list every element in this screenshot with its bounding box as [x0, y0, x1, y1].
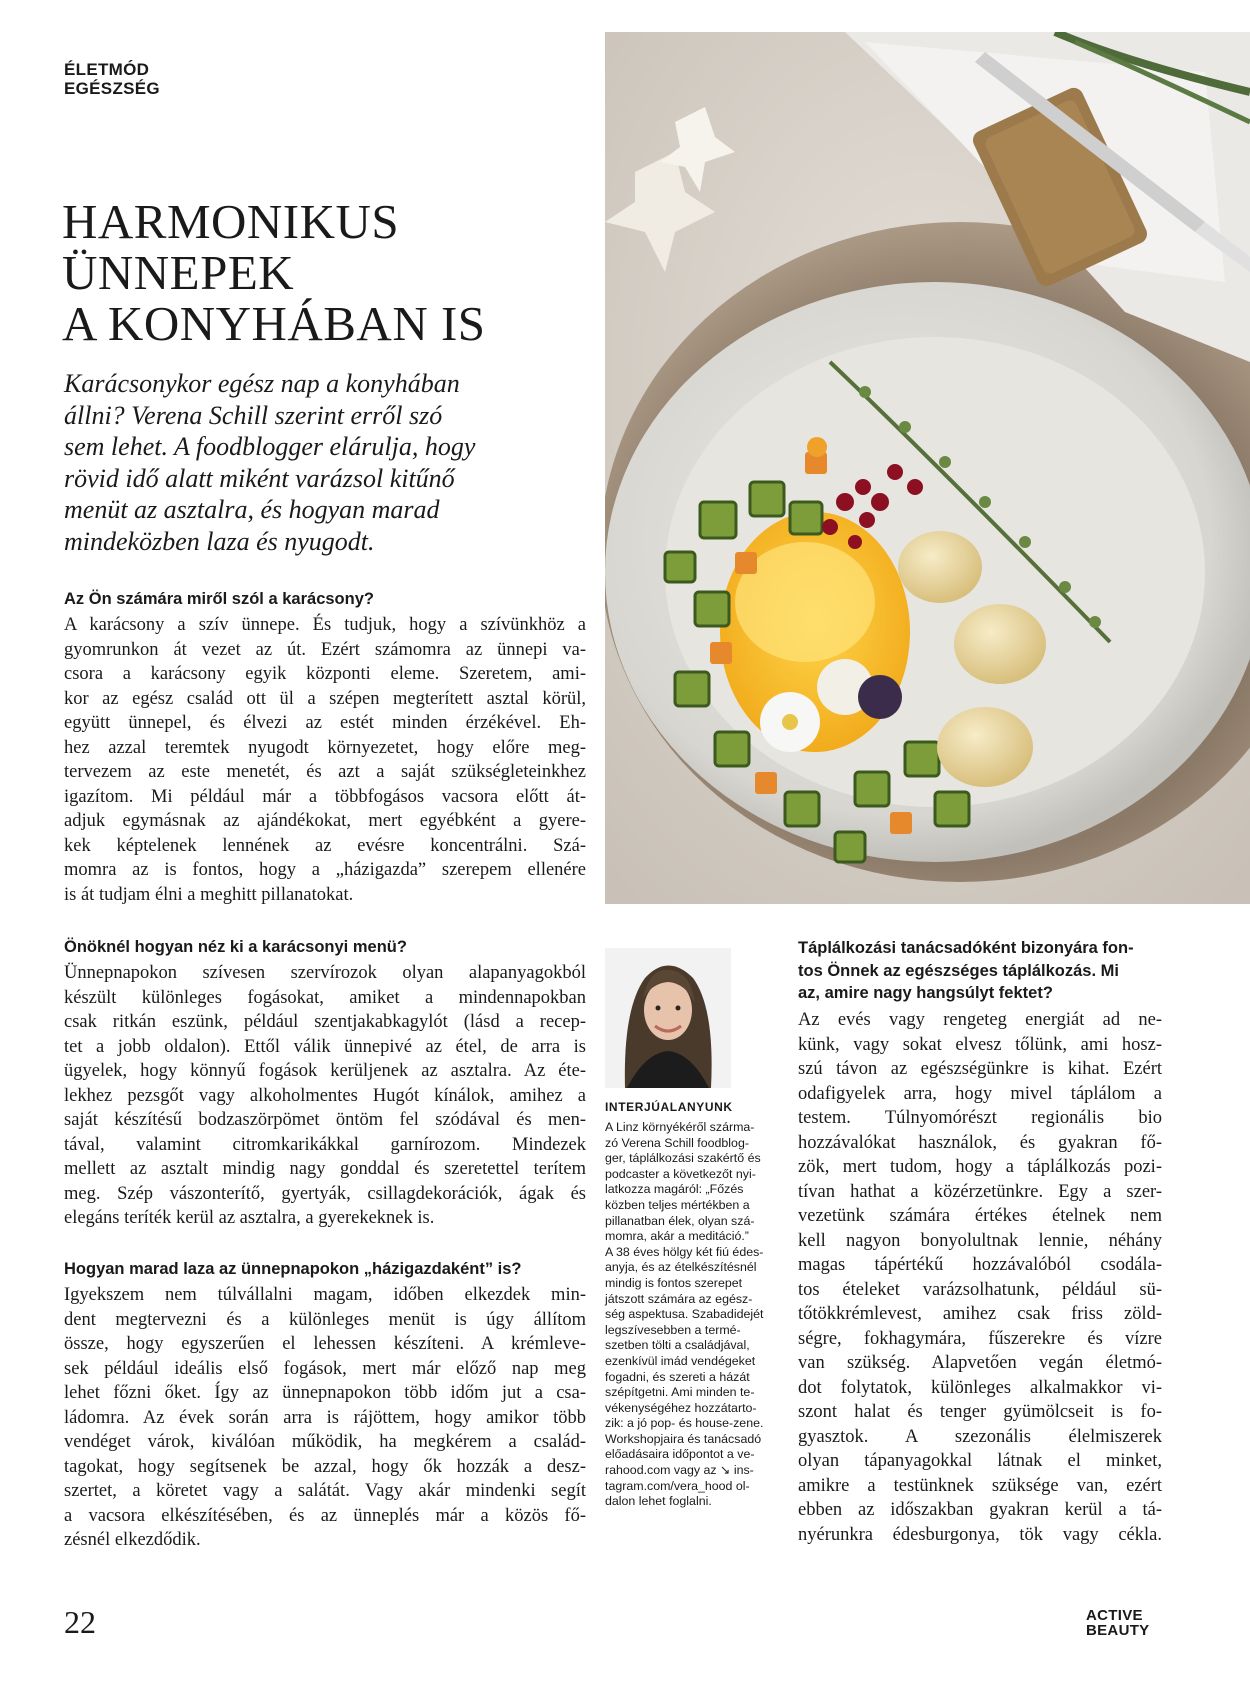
headline-line: ÜNNEPEK — [62, 245, 295, 300]
bio-line: legszívesebben a termé- — [605, 1322, 741, 1337]
question-3: Hogyan marad laza az ünnepnapokon „házigazdaként” is? — [64, 1260, 522, 1278]
bio-line: latkozza magáról: „Főzés — [605, 1182, 744, 1197]
text-line: amikre a testünknek szüksége van, ezért — [798, 1475, 1162, 1496]
text-line: mellett az asztalt mindig nagy gonddal és szeretettel terítem — [64, 1159, 586, 1179]
bio-line: rahood.com vagy az ↘ ins- — [605, 1463, 754, 1478]
headline — [62, 196, 582, 349]
answer-3 — [64, 1283, 586, 1553]
text-line: együtt ünnepel, és élvezi az estét minden érzékével. Eh- — [64, 713, 586, 733]
text-line: dent megtervezni és a különleges menüt is úgy állítom — [64, 1309, 586, 1330]
text-line: vezetünk számára értékes ételnek nem — [798, 1206, 1162, 1226]
text-line: tet a jobb oldalon). Ettől válik ünnepivé az étel, de arra is — [64, 1036, 586, 1057]
bio-line: szépítgetni. Ami minden te- — [605, 1385, 755, 1400]
text-line: van szükség. Alapvetően vegán életmó- — [798, 1353, 1162, 1373]
bio-line: momra, akár a meditáció.” — [605, 1229, 749, 1244]
text-line: csak ritkán eszünk, például szentjakabkagylót (lásd a recep- — [64, 1012, 586, 1032]
answer-1 — [64, 613, 586, 907]
text-line: gyasztok. A szezonális élelmiszerek — [798, 1426, 1162, 1447]
text-line: künk, vagy sokat elvesz tőlünk, ami hosz- — [798, 1034, 1162, 1055]
text-line: zésnél elkezdődik. — [64, 1530, 201, 1550]
text-line: tőtökkrémlevest, amihez csak friss zöld- — [798, 1304, 1162, 1324]
text-line: meg. Szép vászonterítő, gyertyák, csillagdekorációk, ágak és — [64, 1183, 586, 1204]
section-label-line: ÉLETMÓD — [64, 60, 150, 79]
headline-line: A KONYHÁBAN IS — [62, 296, 486, 351]
section-label-line: EGÉSZSÉG — [64, 79, 160, 98]
bio-line: Workshopjaira és tanácsadó — [605, 1431, 762, 1446]
text-line: össze, hogy egyszerűen el lehessen készíteni. A krémleve- — [64, 1334, 586, 1354]
text-line: szertet, a köretet vagy a salátát. Vagy akár mindenki segít — [64, 1481, 586, 1501]
text-line: Ünnepnapokon szívesen szervírozok olyan alapanyagokból — [64, 963, 586, 983]
text-line: ügyelek, hogy könnyű fogások kerüljenek az asztalra. Az éte- — [64, 1061, 586, 1081]
text-line: kek képtelenek lennének az evésre koncentrálni. Szá- — [64, 835, 586, 856]
text-line: csora a karácsony egyik központi eleme. Szeretem, ami- — [64, 664, 586, 684]
text-line: a vacsora elkészítésében, és az ünneplés már a közös fő- — [64, 1505, 586, 1526]
text-line: tervezem az este menetét, és azt a saját szükségleteinkhez — [64, 762, 586, 782]
text-line: kell nagyon bonyolultnak lennie, néhány — [798, 1230, 1162, 1251]
bio-line: A 38 éves hölgy két fiú édes- — [605, 1244, 764, 1259]
bio-line: ger, táplálkozási szakértő és — [605, 1151, 761, 1166]
bio-line: anyja, és az ételkészítésnél — [605, 1260, 757, 1275]
text-line: Az evés vagy rengeteg energiát ad ne- — [798, 1010, 1162, 1030]
lead-line: menüt az asztalra, és hogyan marad — [64, 495, 440, 524]
text-line: A karácsony a szív ünnepe. És tudjuk, hogy a szívünkhöz a — [64, 615, 586, 635]
text-line: tívan hathat a közérzetünkre. Egy a szer- — [798, 1181, 1162, 1202]
question-line: tos Önnek az egészséges táplálkozás. Mi — [798, 961, 1119, 980]
bio-line: A Linz környékéről szárma- — [605, 1120, 755, 1134]
text-line: lehet főzni őket. Így az ünnepnapokon több időm jut a csa- — [64, 1383, 586, 1403]
text-line: olyan tápanyagokkal látnak el minket, — [798, 1451, 1162, 1471]
lead-line: Karácsonykor egész nap a konyhában — [64, 369, 460, 398]
text-line: hozzávalókat használok, és gyakran fő- — [798, 1132, 1162, 1153]
bio-text — [605, 1120, 777, 1510]
plated-scallops-photo — [605, 32, 1250, 904]
question-line: Táplálkozási tanácsadóként bizonyára fon- — [798, 939, 1134, 957]
text-line: nyérunkra édesburgonya, tök vagy cékla. — [798, 1524, 1162, 1545]
text-line: hez azzal teremtek nyugodt környezetet, hogy előre meg- — [64, 737, 586, 758]
question-2: Önöknél hogyan néz ki a karácsonyi menü? — [64, 938, 407, 956]
brand-line: BEAUTY — [1086, 1622, 1150, 1639]
text-line: magas tápértékű hozzávalóból csodála- — [798, 1255, 1162, 1275]
bio-line: előadásaira időpontot a ve- — [605, 1447, 755, 1462]
lead-line: állni? Verena Schill szerint erről szó — [64, 400, 443, 430]
text-line: tos ételeket varázsolhatunk, például sü- — [798, 1279, 1162, 1300]
bio-title: INTERJÚALANYUNK — [605, 1100, 733, 1114]
question-1: Az Ön számára miről szól a karácsony? — [64, 590, 374, 608]
question-line: az, amire nagy hangsúlyt fektet? — [798, 984, 1053, 1002]
text-line: dot folytatok, különleges alkalmakkor vi- — [798, 1377, 1162, 1398]
lead-line: rövid idő alatt miként varázsol kitűnő — [64, 463, 455, 493]
text-line: lekhez pezsgőt vagy alkoholmentes Hugót kínálok, amihez a — [64, 1085, 586, 1106]
bio-line: tagram.com/vera_hood ol- — [605, 1478, 750, 1493]
bio-line: zó Verena Schill foodblog- — [605, 1135, 749, 1150]
page-number: 22 — [64, 1604, 96, 1640]
text-line: ládomra. Az évek során arra is rájöttem, hogy amikor több — [64, 1407, 586, 1428]
text-line: gyomrunkon át vezet az út. Ezért számomra az ünnepi va- — [64, 639, 586, 660]
text-line: saját készítésű bodzaszörpömet öntöm fel szódával és men- — [64, 1110, 586, 1130]
verena-schill-portrait — [605, 948, 731, 1088]
bio-line: mindig is fontos szerepet — [605, 1275, 743, 1290]
text-line: kor az egész család ott ül a szépen megterített asztal körül, — [64, 688, 586, 709]
text-line: elegáns teríték kerül az asztalra, a gyerekeknek is. — [64, 1208, 435, 1228]
headline-line: HARMONIKUS — [62, 194, 400, 249]
bio-line: közben teljes mértékben a — [605, 1197, 750, 1212]
text-line: is át tudjam élni a meghitt pillanatokat. — [64, 884, 354, 905]
bio-line: pillanatban élek, olyan szá- — [605, 1213, 755, 1228]
bio-line: szetben tölti a családjával, — [605, 1338, 750, 1353]
question-4 — [798, 937, 1134, 1005]
text-line: ebben az időszakban gyakran kerül a tá- — [798, 1500, 1162, 1520]
section-label — [64, 60, 160, 98]
text-line: ségre, fokhagymára, fűszerekre és vízre — [798, 1328, 1162, 1349]
text-line: Igyekszem nem túlvállalni magam, időben elkezdek min- — [64, 1285, 586, 1305]
text-line: tagokat, hogy segítsenek be azzal, hogy ők hozzák a desz- — [64, 1456, 586, 1477]
text-line: vendéget várok, kiválóan működik, ha megkérem a család- — [64, 1432, 586, 1452]
text-line: momra az is fontos, hogy a „házigazda” szerepem ellenére — [64, 860, 586, 880]
lead-line: mindeközben laza és nyugodt. — [64, 526, 375, 556]
brand-logo — [1086, 1608, 1149, 1638]
text-line: szont halat és tenger gyümölcseit is fo- — [798, 1402, 1162, 1422]
bio-line: zik: a jó pop- és house-zene. — [605, 1416, 764, 1431]
lead-line: sem lehet. A foodblogger elárulja, hogy — [64, 432, 476, 461]
bio-line: ezenkívül imád vendégeket — [605, 1353, 756, 1368]
bio-line: fogadni, és szereti a házát — [605, 1369, 750, 1384]
text-line: odafigyelek arra, hogy mivel táplálom a — [798, 1083, 1162, 1104]
bio-line: ség aspektusa. Szabadidejét — [605, 1307, 764, 1322]
text-line: sek például ideális első fogások, mert már előző nap meg — [64, 1358, 586, 1379]
text-line: tával, valamint citromkarikákkal garnírozom. Mindezek — [64, 1134, 586, 1155]
text-line: testem. Túlnyomórészt regionális bio — [798, 1108, 1162, 1128]
bio-line: vékenységéhez hozzátarto- — [605, 1400, 757, 1415]
text-line: zök, mert tudom, hogy a táplálkozás pozi- — [798, 1157, 1162, 1177]
text-line: igazítom. Mi például már a többfogásos vacsora előtt át- — [64, 786, 586, 807]
bio-line: dalon lehet foglalni. — [605, 1494, 712, 1509]
lead-paragraph — [64, 368, 584, 557]
text-line: adjuk egymásnak az ajándékokat, mert egyébként a gyere- — [64, 811, 586, 831]
answer-2 — [64, 961, 586, 1231]
brand-line: ACTIVE — [1086, 1607, 1143, 1624]
bio-line: játszott számára az egész- — [605, 1291, 753, 1306]
text-line: készült különleges fogásokat, amiket a mindennapokban — [64, 987, 586, 1008]
text-line: szú távon az egészségünkre is kihat. Ezért — [798, 1059, 1162, 1079]
bio-line: podcaster a következőt nyi- — [605, 1166, 756, 1181]
answer-4 — [798, 1008, 1162, 1547]
